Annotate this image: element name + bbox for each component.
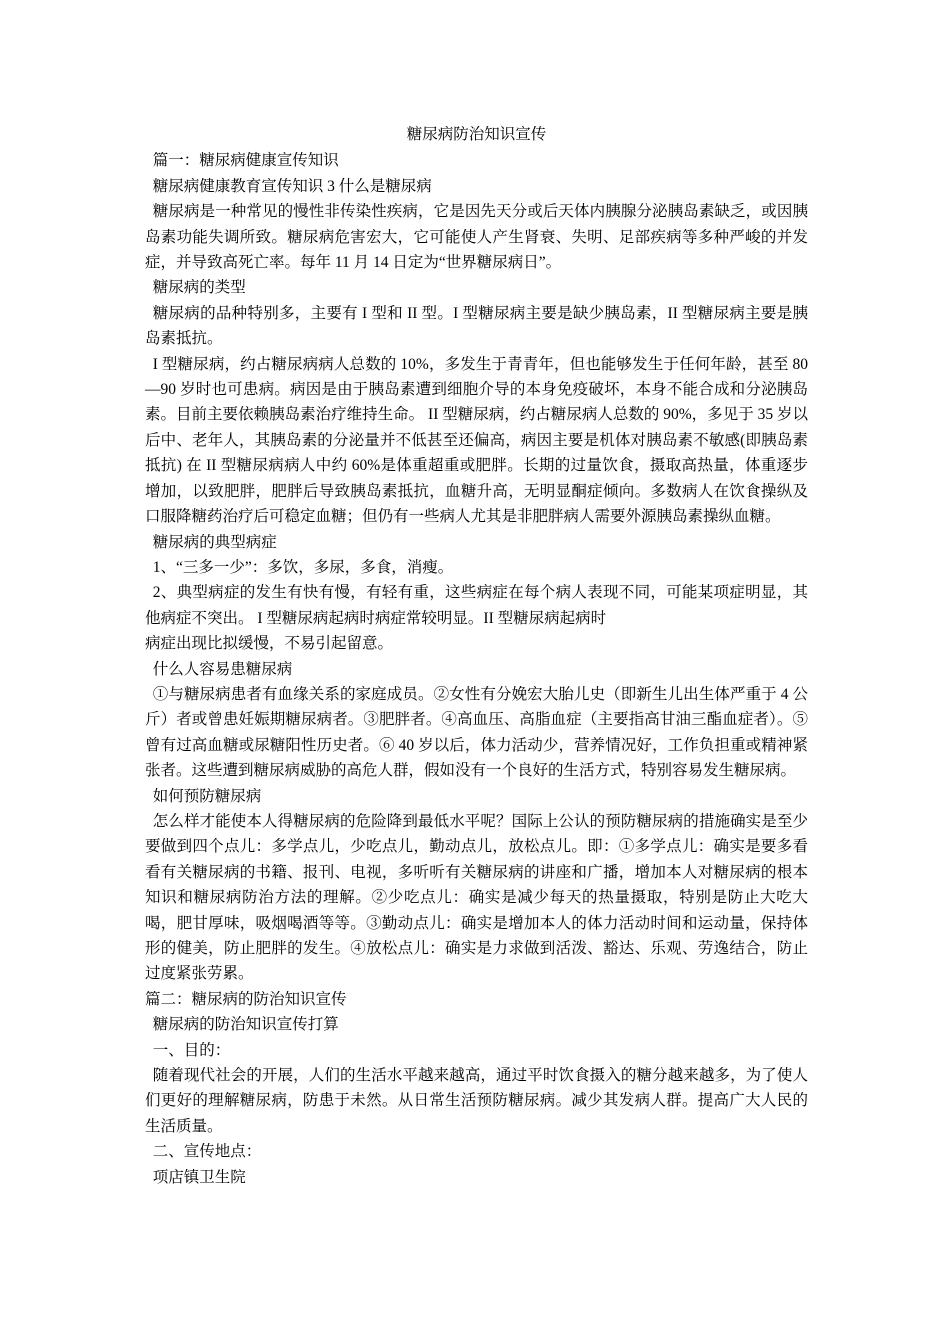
paragraph-p1: 篇一：糖尿病健康宣传知识 bbox=[152, 152, 339, 170]
paragraph-p7: 糖尿病的典型病症 bbox=[152, 533, 277, 551]
paragraph-p20: 项店镇卫生院 bbox=[152, 1168, 246, 1186]
paragraph-p14: 怎么样才能使本人得糖尿病的危险降到最低水平呢？国际上公认的预防糖尿病的措施确实是至少要做到四个点儿：多学点儿，少吃点儿，勤动点儿，放松点儿。即：①多学点儿：确实是要多看看有关糖尿病的书籍、报刊、电视，多听听有关糖尿病的讲座和广播，增加本人对糖尿病的根本知识和糖尿病防治方法的理解。②少吃点儿：确实是减少每天的热量摄取，特别是防止大吃大喝，肥甘厚味，吸烟喝酒等等。③勤动点儿：确实是增加本人的体力活动时间和运动量，保持体形的健美，防止肥胖的发生。④放松点儿：确实是力求做到活泼、豁达、乐观、劳逸结合，防止过度紧张劳累。 bbox=[145, 812, 808, 983]
paragraph-p13: 如何预防糖尿病 bbox=[152, 787, 262, 805]
paragraph-p11: 什么人容易患糖尿病 bbox=[152, 660, 293, 678]
paragraph-p17: 一、目的： bbox=[152, 1041, 231, 1059]
paragraph-p8: 1、“三多一少”：多饮，多尿，多食，消瘦。 bbox=[152, 558, 454, 576]
paragraph-p4: 糖尿病的类型 bbox=[152, 279, 246, 297]
paragraph-p12: ①与糖尿病患者有血缘关系的家庭成员。②女性有分娩宏大胎儿史（即新生儿出生体严重于 4 公斤）者或曾患妊娠期糖尿病者。③肥胖者。④高血压、高脂血症（主要指高甘油三酯血症者）。⑤曾有过高血糖或尿糖阳性历史者。⑥ 40 岁以后，体力活动少，营养情况好，工作负担重或精神紧张者。这些遭到糖尿病威胁的高危人群，假如没有一个良好的生活方式，特别容易发生糖尿病。 bbox=[145, 685, 808, 780]
paragraph-p6: I 型糖尿病，约占糖尿病病人总数的 10%，多发生于青青年，但也能够发生于任何年龄，甚至 80—90 岁时也可患病。病因是由于胰岛素遭到细胞介导的本身免疫破坏，本身不能合成和分泌胰岛素。目前主要依赖胰岛素治疗维持生命。 II 型糖尿病，约占糖尿病人总数的 90%，多见于 35 岁以后中、老年人，其胰岛素的分泌量并不低甚至还偏高，病因主要是机体对胰岛素不敏感(即胰岛素抵抗) 在 II 型糖尿病病人中约 60%是体重超重或肥胖。长期的过量饮食，摄取高热量，体重逐步增加，以致肥胖，肥胖后导致胰岛素抵抗，血糖升高，无明显酮症倾向。多数病人在饮食操纵及口服降糖药治疗后可稳定血糖；但仍有一些病人尤其是非肥胖病人需要外源胰岛素操纵血糖。 bbox=[145, 355, 808, 526]
paragraph-p2: 糖尿病健康教育宣传知识 3 什么是糖尿病 bbox=[152, 177, 432, 195]
document-body bbox=[145, 122, 808, 1190]
document-title: 糖尿病防治知识宣传 bbox=[406, 126, 547, 143]
paragraph-p16: 糖尿病的防治知识宣传打算 bbox=[152, 1016, 339, 1034]
paragraph-p10: 病症出现比拟缓慢，不易引起留意。 bbox=[145, 635, 394, 653]
paragraph-p3: 糖尿病是一种常见的慢性非传染性疾病，它是因先天分或后天体内胰腺分泌胰岛素缺乏，或因胰岛素功能失调所致。糖尿病危害宏大，它可能使人产生肾衰、失明、足部疾病等多种严峻的并发症，并导致高死亡率。每年 11 月 14 日定为“世界糖尿病日”。 bbox=[145, 203, 808, 272]
paragraph-p19: 二、宣传地点： bbox=[152, 1143, 262, 1161]
paragraph-p9: 2、典型病症的发生有快有慢，有轻有重，这些病症在每个病人表现不同，可能某项症明显，其他病症不突出。 I 型糖尿病起病时病症常较明显。II 型糖尿病起病时 bbox=[145, 584, 808, 627]
paragraph-p15: 篇二：糖尿病的防治知识宣传 bbox=[145, 990, 347, 1008]
paragraph-p18: 随着现代社会的开展，人们的生活水平越来越高，通过平时饮食摄入的糖分越来越多，为了使人们更好的理解糖尿病，防患于未然。从日常生活预防糖尿病。减少其发病人群。提高广大人民的生活质量。 bbox=[145, 1067, 808, 1135]
paragraph-list bbox=[145, 148, 808, 1190]
paragraph-p5: 糖尿病的品种特别多，主要有 I 型和 II 型。I 型糖尿病主要是缺少胰岛素，II 型糖尿病主要是胰岛素抵抗。 bbox=[145, 304, 808, 348]
